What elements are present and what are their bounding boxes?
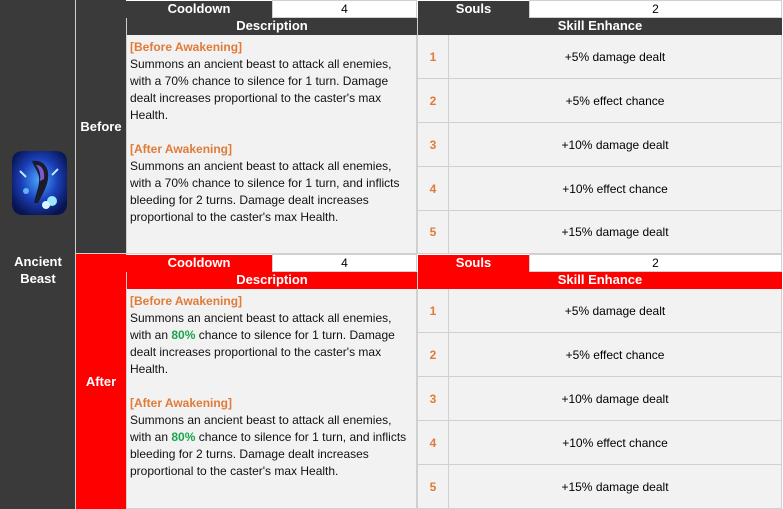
after-description-header: Description <box>126 272 417 289</box>
after-enh-level-3: 3 <box>417 377 449 421</box>
after-souls-value: 2 <box>529 254 782 272</box>
before-enh-level-4: 4 <box>417 167 449 211</box>
after-enh-effect-3: +10% damage dealt <box>449 377 782 421</box>
before-description <box>126 35 417 254</box>
skill-name: Ancient Beast <box>14 254 62 286</box>
before-enh-level-2: 2 <box>417 79 449 123</box>
before-enh-level-3: 3 <box>417 123 449 167</box>
after-after-awakening-pre: Summons an ancient beast to attack all enemies, with an <box>130 413 392 444</box>
before-row-label: Before <box>76 0 126 254</box>
after-enh-effect-1: +5% damage dealt <box>449 289 782 333</box>
after-description <box>126 289 417 509</box>
after-enh-effect-5: +15% damage dealt <box>449 465 782 509</box>
before-enh-effect-3: +10% damage dealt <box>449 123 782 167</box>
after-souls-label: Souls <box>418 255 529 272</box>
before-enh-level-5: 5 <box>417 211 449 254</box>
before-cooldown-value: 4 <box>272 0 417 18</box>
after-cooldown-value: 4 <box>272 254 417 272</box>
after-before-awakening-post: chance to silence for 1 turn. Damage dealt increases proportional to the caster's max Health. <box>130 328 395 376</box>
before-enh-effect-5: +15% damage dealt <box>449 211 782 254</box>
before-awakening-title: [Before Awakening] <box>130 40 243 54</box>
after-enh-level-4: 4 <box>417 421 449 465</box>
before-cooldown-label: Cooldown <box>126 1 272 18</box>
after-after-awakening-title: [After Awakening] <box>130 396 233 410</box>
before-enh-effect-2: +5% effect chance <box>449 79 782 123</box>
after-awakening-title: [After Awakening] <box>130 142 233 156</box>
after-enh-level-1: 1 <box>417 289 449 333</box>
before-enhance-header: Skill Enhance <box>417 18 782 35</box>
after-enhance-header: Skill Enhance <box>417 272 782 289</box>
before-awakening-text: Summons an ancient beast to attack all enemies, with a 70% chance to silence for 1 turn. Damage dealt increases proportional to the caster's max Health. <box>130 57 392 122</box>
after-before-awakening-pre: Summons an ancient beast to attack all enemies, with an <box>130 311 392 342</box>
ancient-beast-skill-icon <box>12 151 67 215</box>
after-enh-effect-4: +10% effect chance <box>449 421 782 465</box>
after-after-awakening-highlight: 80% <box>171 430 196 444</box>
after-awakening-text: Summons an ancient beast to attack all enemies, with a 70% chance to silence for 1 turn, and inflicts bleeding for 2 turns. Damage dealt increases proportional to the caster's max Health. <box>130 159 400 224</box>
after-before-awakening-title: [Before Awakening] <box>130 294 243 308</box>
skill-column <box>0 0 76 509</box>
after-row-label: After <box>76 254 126 509</box>
before-enh-effect-1: +5% damage dealt <box>449 35 782 79</box>
before-enh-effect-4: +10% effect chance <box>449 167 782 211</box>
before-souls-label: Souls <box>418 1 529 18</box>
after-after-awakening-post: chance to silence for 1 turn, and inflicts bleeding for 2 turns. Damage dealt increases proportional to the caster's max Health. <box>130 430 407 478</box>
after-enh-level-2: 2 <box>417 333 449 377</box>
before-description-header: Description <box>126 18 417 35</box>
after-enh-level-5: 5 <box>417 465 449 509</box>
after-before-awakening-highlight: 80% <box>171 328 196 342</box>
after-cooldown-label: Cooldown <box>126 255 272 272</box>
before-enh-level-1: 1 <box>417 35 449 79</box>
before-souls-value: 2 <box>529 0 782 18</box>
after-enh-effect-2: +5% effect chance <box>449 333 782 377</box>
